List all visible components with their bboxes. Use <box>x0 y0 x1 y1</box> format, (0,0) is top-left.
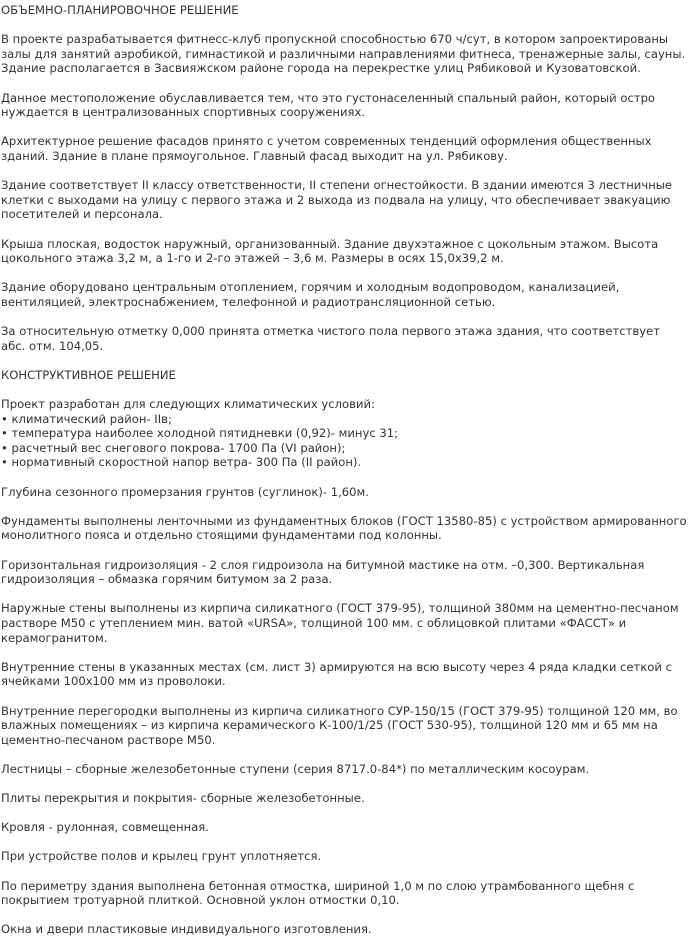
paragraph-waterproofing: Горизонтальная гидроизоляция - 2 слоя гидроизола на битумной мастике на отм. –0,300. Вертикальная гидроизоляция – обмазка горячим битумом за 2 раза. <box>1 557 645 587</box>
paragraph-utilities: Здание оборудовано центральным отоплением, горячим и холодным водопроводом, канализацией, вентиляцией, электроснабжением, телефонной и радиотрансляционной сетью. <box>1 280 620 309</box>
paragraph-windows-doors: Окна и двери пластиковые индивидуального изготовления. <box>1 922 372 937</box>
paragraph-location-rationale: Данное местоположение обуславливается тем, что это густонаселенный спальный район, который остро нуждается в централизованных спортивных сооружениях. <box>1 90 656 120</box>
paragraph-facade-solution: Архитектурное решение фасадов принято с учетом современных тенденций оформления общественных зданий. Здание в плане прямоугольное. Главный фасад выходит на ул. Рябикову. <box>1 134 652 163</box>
paragraph-fire-safety: Здание соответствует II классу ответственности, II степени огнестойкости. В здании имеются 3 лестничные клетки с выходами на улицу с первого этажа и 2 выхода из подвала на улицу, что обеспечивает эвакуацию посетителей и персонала. <box>1 178 673 222</box>
paragraph-roof-and-height: Крыша плоская, водосток наружный, организованный. Здание двухэтажное с цокольным этажом. Высота цокольного этажа 3,2 м, а 1-го и 2-го этажей – 3,6 м. Размеры в осях 15,0х39,2 м. <box>1 236 659 266</box>
paragraph-interior-walls: Внутренние стены в указанных местах (см. лист 3) армируются на всю высоту через 4 ряда кладки сеткой с ячейками 100х100 мм из проволоки. <box>1 659 672 689</box>
paragraph-project-description: В проекте разрабатывается фитнесс-клуб пропускной способностью 670 ч/сут, в котором запроектированы залы для занятий аэробикой, гимнастикой и различными направлениями фитнеса, тренажерные залы, сауны. Здание располагается в Засвияжском районе города на перекрестке улиц Рябиковой и Кузоватовской. <box>1 32 686 76</box>
paragraph-partitions: Внутренние перегородки выполнены из кирпича силикатного СУР-150/15 (ГОСТ 379-95) толщиной 120 мм, во влажных помещениях – из кирпича керамического К-100/1/25 (ГОСТ 530-95), толщиной 120 мм и 65 мм на цементно-песчаном растворе М50. <box>1 703 678 747</box>
list-item-temperature: • температура наиболее холодной пятидневки (0,92)- минус 31; <box>1 426 687 441</box>
section-title-planning: ОБЪЕМНО-ПЛАНИРОВОЧНОЕ РЕШЕНИЕ <box>1 3 239 17</box>
list-item-climate-region: • климатический район- IIв; <box>1 412 687 427</box>
paragraph-blind-area: По периметру здания выполнена бетонная отмостка, шириной 1,0 м по слою утрамбованного щебня с покрытием тротуарной плиткой. Основной уклон отмостки 0,10. <box>1 878 635 908</box>
list-item-snow-load: • расчетный вес снегового покрова- 1700 Па (VI район); <box>1 441 687 456</box>
section-title-structural: КОНСТРУКТИВНОЕ РЕШЕНИЕ <box>1 367 176 382</box>
paragraph-foundations: Фундаменты выполнены ленточными из фундаментных блоков (ГОСТ 13580-85) с устройством армированного монолитного пояса и отдельно стоящими фундаментами под колонны. <box>1 513 687 543</box>
climate-conditions-list <box>1 397 687 470</box>
paragraph-frost-depth: Глубина сезонного промерзания грунтов (суглинок)- 1,60м. <box>1 484 369 499</box>
paragraph-stairs: Лестницы – сборные железобетонные ступени (серия 8717.0-84*) по металлическим косоурам. <box>1 761 590 776</box>
climate-conditions-intro: Проект разработан для следующих климатических условий: <box>1 397 375 412</box>
paragraph-exterior-walls: Наружные стены выполнены из кирпича силикатного (ГОСТ 379-95), толщиной 380мм на цементно-песчаном растворе М50 с утеплением мин. ватой «URSA», толщиной 100 мм. с облицовкой плитами «ФАССТ» и керамогранитом. <box>1 601 679 645</box>
list-item-wind-pressure: • нормативный скоростной напор ветра- 300 Па (II район). <box>1 455 687 470</box>
paragraph-soil-compaction: При устройстве полов и крылец грунт уплотняется. <box>1 849 322 864</box>
paragraph-zero-level: За относительную отметку 0,000 принята отметка чистого пола первого этажа здания, что соответствует абс. отм. 104,05. <box>1 324 660 353</box>
paragraph-floor-slabs: Плиты перекрытия и покрытия- сборные железобетонные. <box>1 791 365 806</box>
paragraph-roofing: Кровля - рулонная, совмещенная. <box>1 820 209 835</box>
